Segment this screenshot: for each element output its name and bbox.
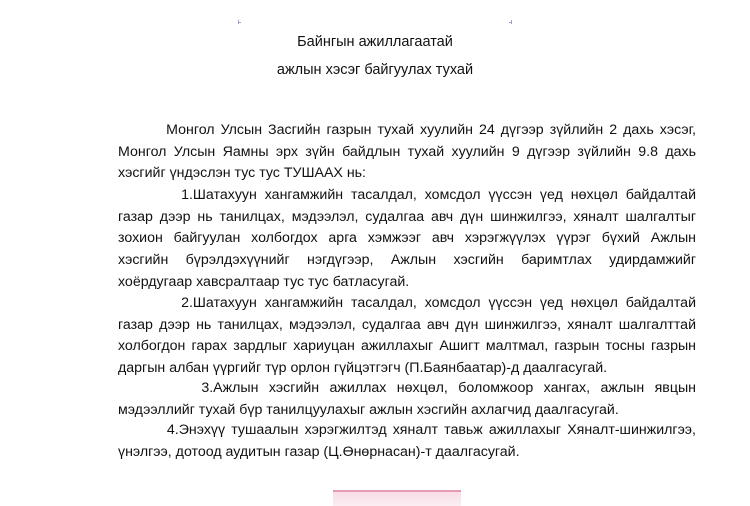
clause-2-line: холбогдон гарах зардлыг хариуцан ажиллахыг Ашигт малтмал, газрын тосны газрын xyxy=(118,338,696,355)
document-title-line-2: ажлын хэсэг байгуулах тухай xyxy=(276,62,474,78)
corner-mark-top-right-vertical xyxy=(511,20,512,24)
clause-1-line: хэсгийн бүрэлдэхүүнийг нэгдүгээр, Ажлын хэсгийн баримтлах удирдамжийг xyxy=(118,252,696,269)
preamble-line: Монгол Улсын Яамны эрх зүйн байдлын тухай хуулийн 9 дүгээр зүйлийн 9.8 дахь xyxy=(118,143,696,160)
clause-3-line: мэдээллийг тухай бүр танилцуулахыг ажлын хэсгийн ахлагчид даалгасугай. xyxy=(118,401,619,418)
clause-4-line: үнэлгээ, дотоод аудитын газар (Ц.Өнөрнасан)-т даалгасугай. xyxy=(118,443,520,460)
preamble-line: хэсгийг үндэслэн тус тус ТУШААХ нь: xyxy=(118,165,366,182)
clause-1-line: хоёрдугаар хавсралтаар тус тус батласугай. xyxy=(118,273,410,290)
clause-4 xyxy=(118,420,696,463)
clause-2-line: газар дээр нь танилцах, мэдээлэл, судалгаа авч дүн шинжилгээ, хяналт шалгалттай xyxy=(118,316,696,333)
clause-2 xyxy=(118,293,696,380)
preamble-line: Монгол Улсын Засгийн газрын тухай хуулийн 24 дүгээр зүйлийн 2 дахь хэсэг, xyxy=(118,122,696,138)
clause-1 xyxy=(118,185,696,293)
clause-2-line: даргын албан үүргийг түр орлон гүйцэтгэгч (П.Баянбаатар)-д даалгасугай. xyxy=(118,360,608,377)
clause-2-line: 2.Шатахуун хангамжийн тасалдал, хомсдол үүссэн үед нөхцөл байдалтай xyxy=(118,295,696,311)
stamp-edge xyxy=(333,490,461,506)
clause-4-line: 4.Энэхүү тушаалын хэрэгжилтэд хяналт тавьж ажиллахыг Хяналт-шинжилгээ, xyxy=(118,422,696,438)
preamble-paragraph xyxy=(118,120,696,185)
document-title-line-1: Байнгын ажиллагаатай xyxy=(297,34,453,50)
clause-3 xyxy=(118,378,696,421)
clause-1-line: 1.Шатахуун хангамжийн тасалдал, хомсдол үүссэн үед нөхцөл байдалтай xyxy=(118,187,696,203)
clause-3-line: 3.Ажлын хэсгийн ажиллах нөхцөл, боломжоор хангах, ажлын явцын xyxy=(118,380,696,396)
clause-1-line: зохион байгуулан холбогдох арга хэмжээг авч хэрэгжүүлэх үүрэг бүхий Ажлын xyxy=(118,230,696,247)
clause-1-line: газар дээр нь танилцах, мэдээлэл, судалгаа авч дүн шинжилгээ, хяналт шалгалтыг xyxy=(118,208,696,225)
corner-mark-top-left-vertical xyxy=(238,20,239,24)
